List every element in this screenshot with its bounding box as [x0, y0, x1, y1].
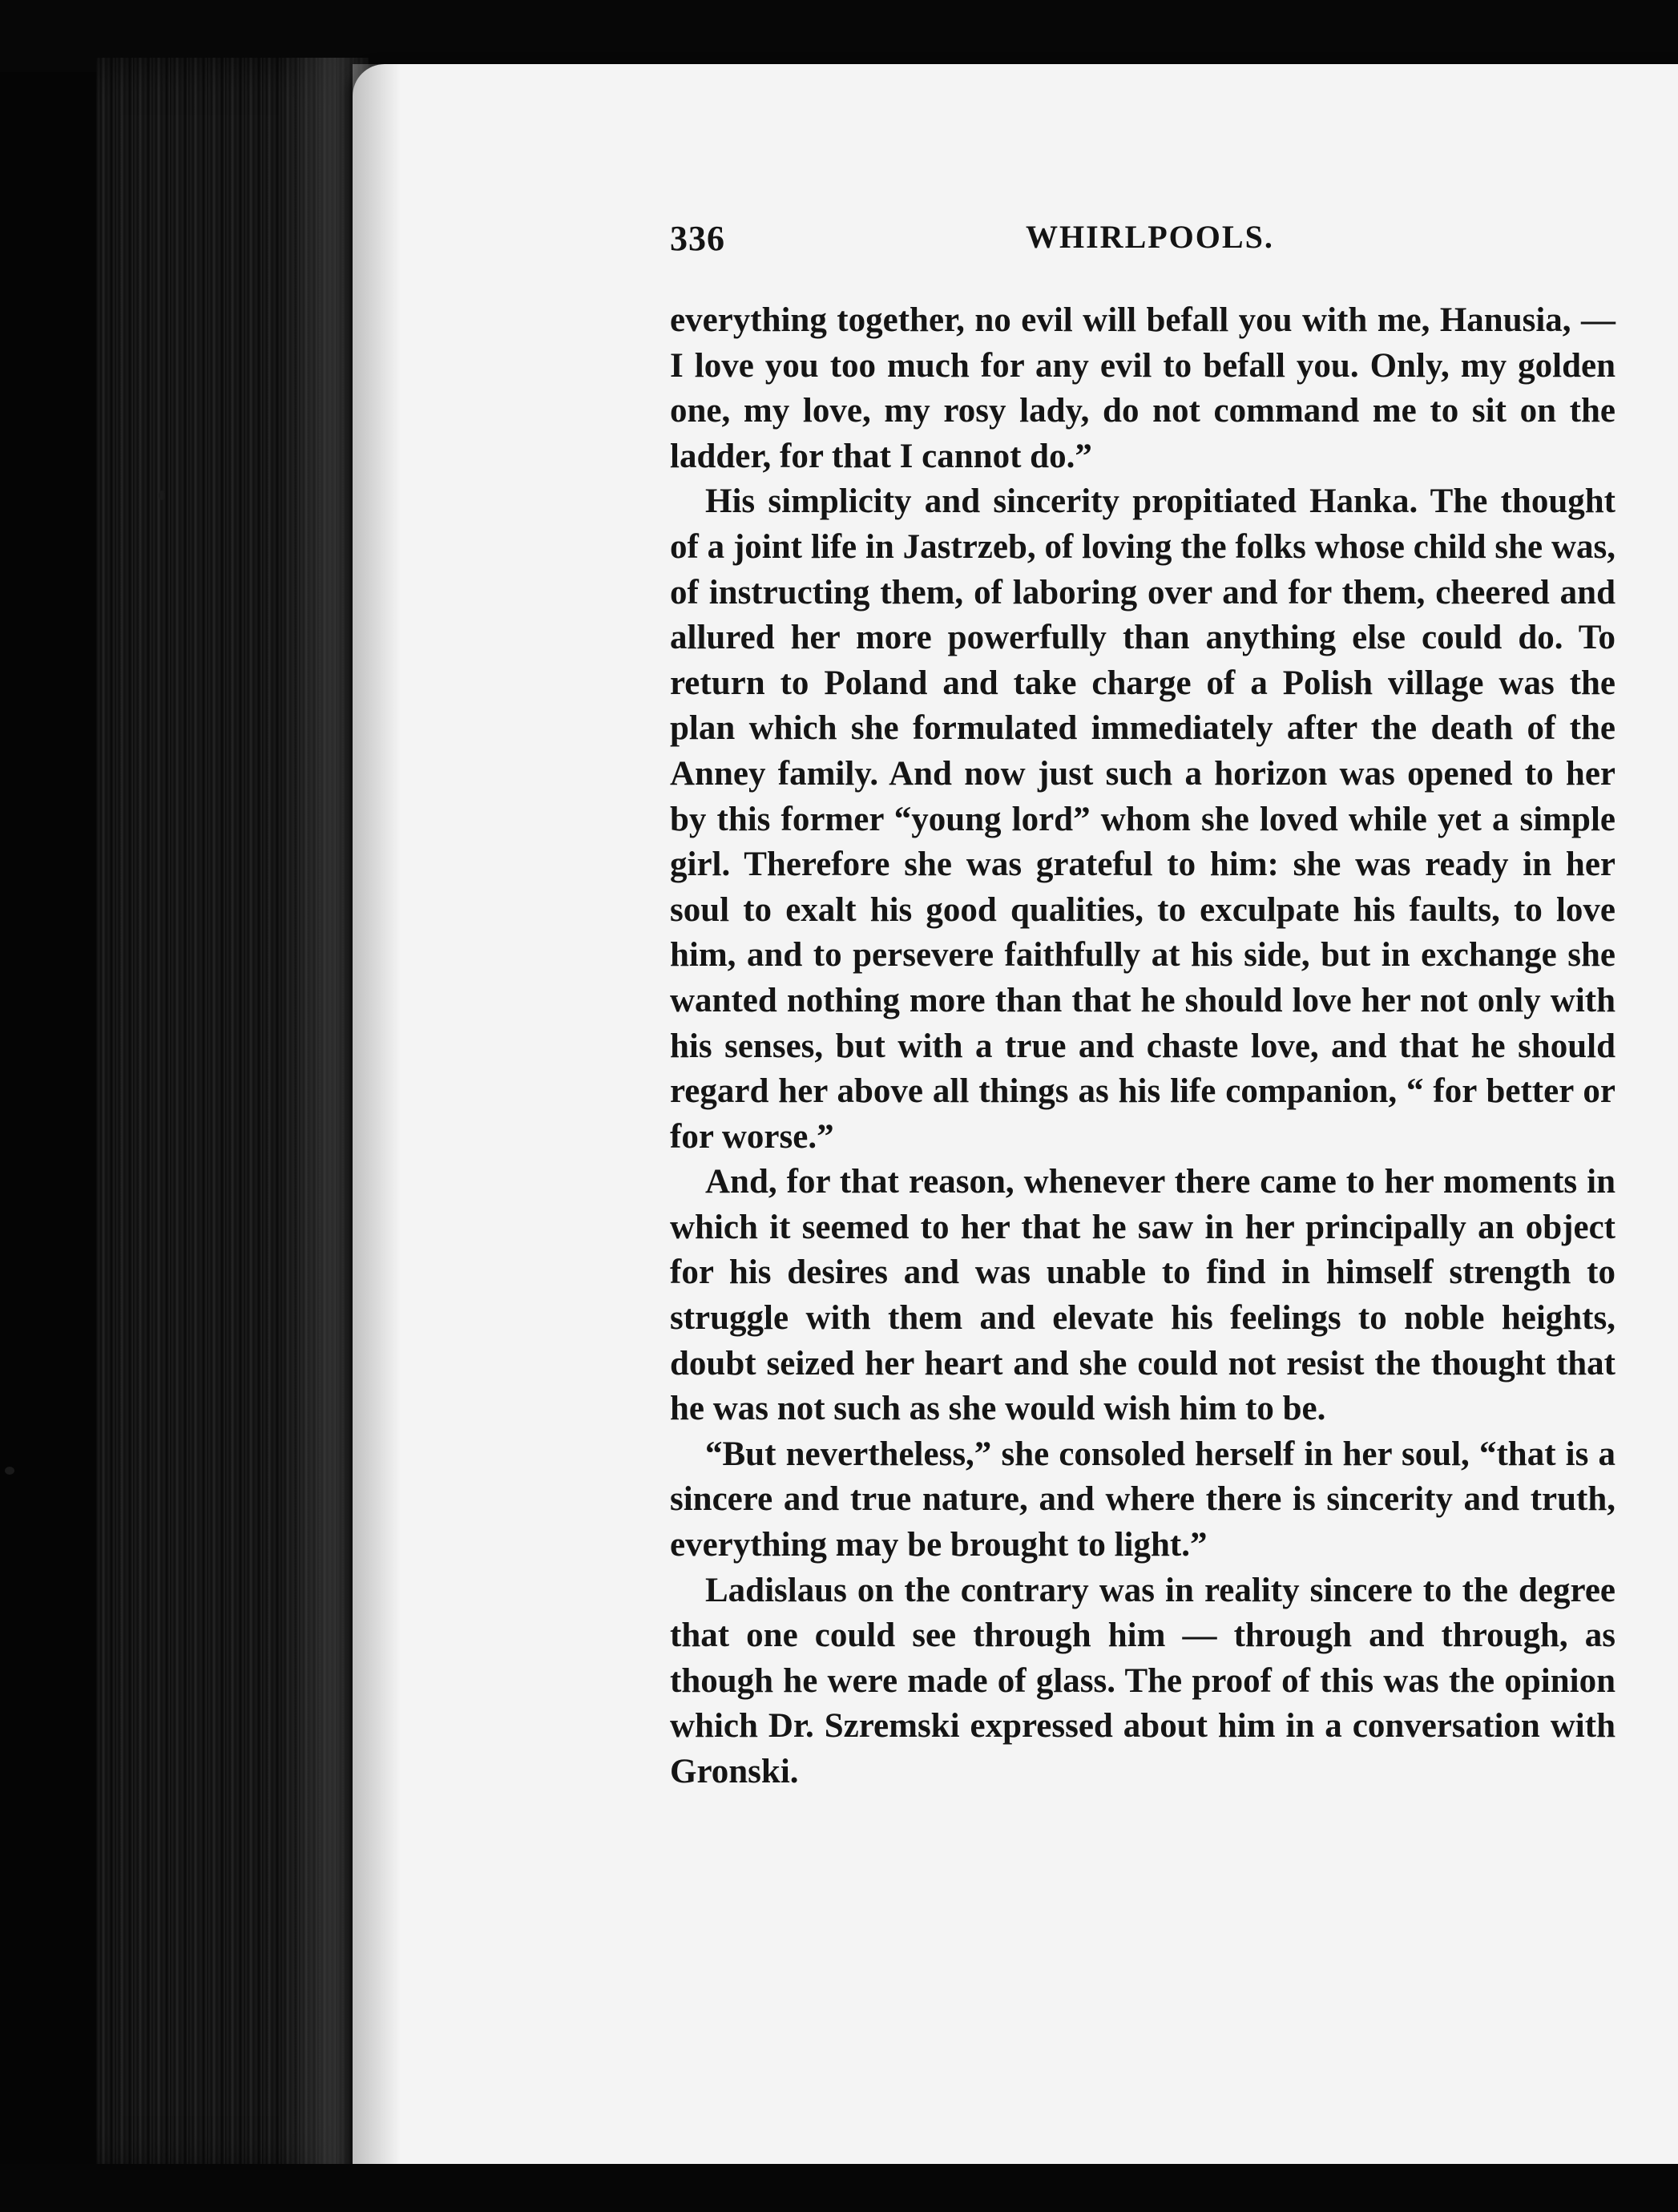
- page-number: 336: [670, 219, 725, 258]
- dark-background-bottom: [0, 2164, 1678, 2212]
- paragraph: “But nevertheless,” she consoled herself in her soul, “that is a sincere and true nature, and where there is sincerity and truth, everything may be brought to light.”: [670, 1435, 1615, 1564]
- paragraph: Ladislaus on the contrary was in reality sincere to the degree that one could see through him — through and through, as though he were made of glass. The proof of this was the opinion which Dr. Szremski expressed about him in a conversation with Gronski.: [670, 1571, 1615, 1790]
- dust-speck: [5, 1467, 14, 1475]
- paragraph-continued: everything together, no evil will befall you with me, Hanusia, — I love you too much for any evil to befall you. Only, my golden one, my love, my rosy lady, do not command me to sit on the ladder, for that I cannot do.”: [670, 301, 1615, 475]
- running-head-title: WHIRLPOOLS.: [1026, 219, 1274, 255]
- body-text: [670, 298, 1615, 1795]
- dust-speck: [159, 490, 165, 500]
- page-header: [670, 218, 1615, 266]
- paragraph: And, for that reason, whenever there came to her moments in which it seemed to her that he saw in her principally an object for his desires and was unable to find in himself strength to struggle with them and elevate his feelings to noble heights, doubt seized her heart and she could not resist the thought that he was not such as she would wish him to be.: [670, 1163, 1615, 1428]
- paragraph: His simplicity and sincerity propitiated Hanka. The thought of a joint life in Jastrzeb, of loving the folks whose child she was, of instructing them, of laboring over and for them, cheered and allured her more powerfully than anything else could do. To return to Poland and take charge of a Polish village was the plan which she formulated immediately after the death of the Anney family. And now just such a horizon was opened to her by this former “young lord” whom she loved while yet a simple girl. Therefore she was grateful to him: she was ready in her soul to exalt his good qualities, to exculpate his faults, to love him, and to persevere faithfully at his side, but in exchange she wanted nothing more than that he should love her not only with his senses, but with a true and chaste love, and that he should regard her above all things as his life companion, “ for better or for worse.”: [670, 482, 1615, 1156]
- book-page-edges: [96, 58, 369, 2174]
